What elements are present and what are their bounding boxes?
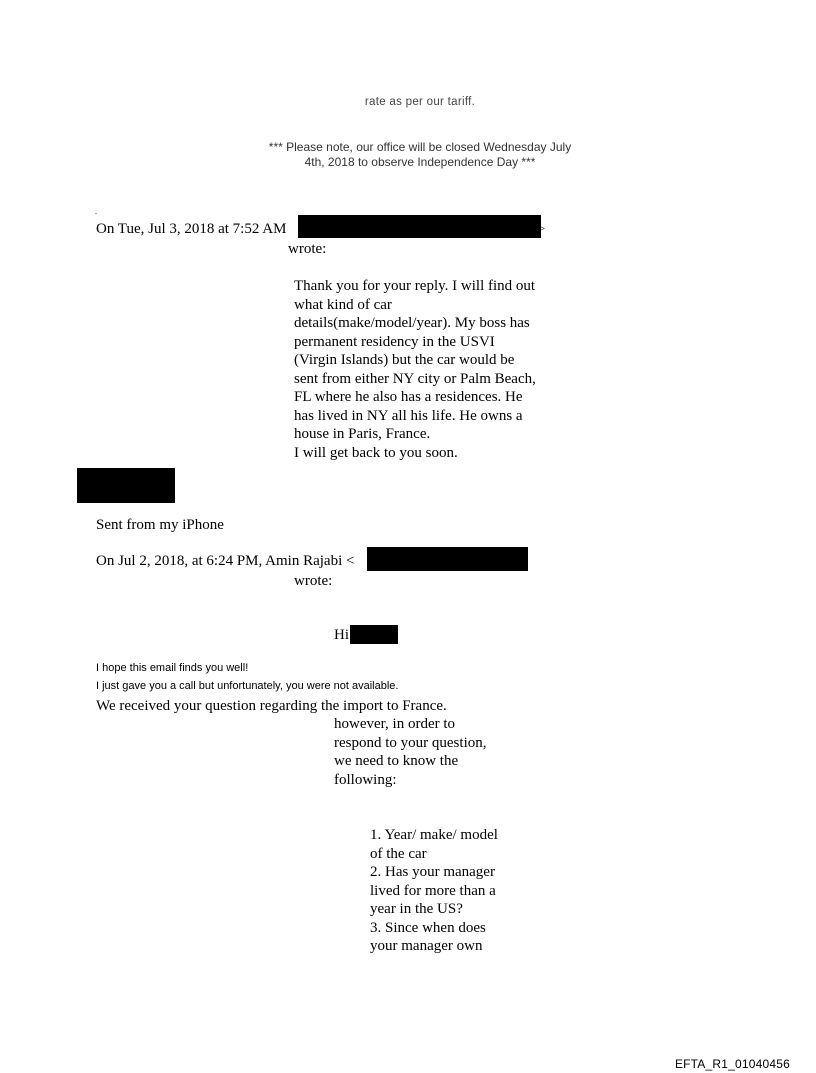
reply-line: (Virgin Islands) but the car would be	[294, 352, 515, 368]
however-line: however, in order to	[334, 716, 456, 732]
however-line: following:	[334, 771, 397, 788]
reply-line: I will get back to you soon.	[294, 444, 458, 461]
quote1-wrote: wrote:	[288, 241, 327, 257]
document-id: EFTA_R1_01040456	[674, 1057, 790, 1071]
stray-mark: .	[95, 207, 97, 216]
redaction-block	[350, 625, 398, 644]
reply-line: permanent residency in the USVI	[294, 333, 495, 350]
list-line: your manager own	[370, 938, 483, 954]
quote1-attribution-suffix: >	[539, 223, 546, 235]
list-line: year in the US?	[370, 901, 463, 917]
iphone-signature: Sent from my iPhone	[96, 517, 224, 533]
quote2-attribution: On Jul 2, 2018, at 6:24 PM, Amin Rajabi <	[96, 553, 355, 569]
however-line: respond to your question,	[334, 734, 487, 751]
reply-line: Thank you for your reply. I will find out	[294, 278, 536, 294]
however-line: we need to know the	[334, 753, 459, 769]
question-list	[370, 826, 530, 956]
list-line: 2. Has your manager	[370, 864, 495, 880]
hope-line: I hope this email finds you well!	[96, 662, 249, 674]
tariff-line: rate as per our tariff.	[364, 96, 476, 108]
list-line: of the car	[370, 845, 427, 862]
reply-line: FL where he also has a residences. He	[294, 389, 523, 405]
greeting: Hi	[334, 627, 349, 643]
list-line: 3. Since when does	[370, 919, 486, 936]
call-line: I just gave you a call but unfortunately, you were not available.	[96, 680, 399, 692]
reply-line: sent from either NY city or Palm Beach,	[294, 370, 536, 387]
reply-message	[294, 277, 558, 462]
redaction-block	[367, 547, 528, 571]
reply-line: what kind of car	[294, 296, 392, 313]
redaction-block	[298, 215, 541, 238]
received-line: We received your question regarding the import to France.	[96, 698, 447, 714]
however-paragraph	[334, 715, 514, 789]
quote2-wrote: wrote:	[294, 573, 333, 589]
reply-line: has lived in NY all his life. He owns a	[294, 407, 523, 424]
office-closed-notice: *** Please note, our office will be closed Wednesday July 4th, 2018 to observe Independence Day ***	[268, 140, 572, 169]
list-line: 1. Year/ make/ model	[370, 827, 498, 843]
redaction-block	[77, 468, 175, 503]
quote1-attribution: On Tue, Jul 3, 2018 at 7:52 AM	[96, 221, 287, 237]
list-line: lived for more than a	[370, 882, 496, 899]
reply-line: details(make/model/year). My boss has	[294, 315, 530, 331]
reply-line: house in Paris, France.	[294, 426, 431, 442]
